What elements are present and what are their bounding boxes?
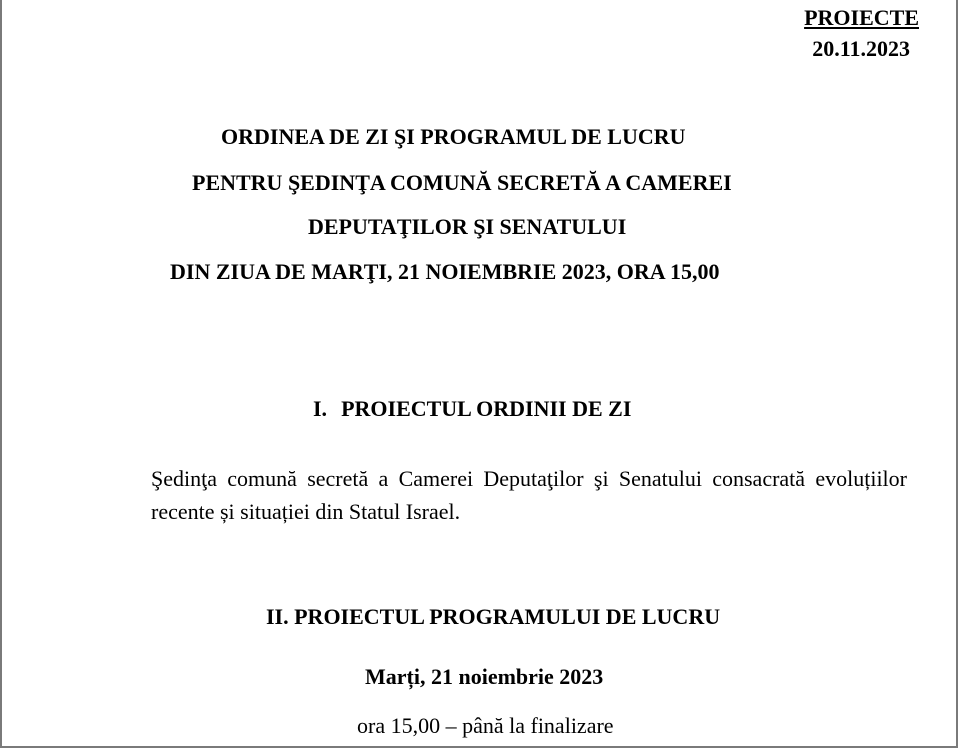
title-line-3: DEPUTAŢILOR ŞI SENATULUI (308, 214, 627, 239)
session-hours: ora 15,00 – până la finalizare (357, 713, 614, 738)
agenda-item-text: Şedinţa comună secretă a Camerei Deputaţilor şi Senatului consacrată evoluțiilor recente și situației din Statul Israel. (151, 466, 907, 524)
draft-stamp-date: 20.11.2023 (812, 36, 910, 61)
draft-stamp-label: PROIECTE (804, 5, 919, 30)
session-day: Marți, 21 noiembrie 2023 (365, 664, 604, 689)
title-line-2: PENTRU ŞEDINŢA COMUNĂ SECRETĂ A CAMEREI (192, 170, 732, 195)
section-two-heading: II. PROIECTUL PROGRAMULUI DE LUCRU (266, 604, 721, 629)
section-one-title: PROIECTUL ORDINII DE ZI (341, 396, 632, 421)
section-one-heading (313, 396, 631, 422)
title-line-4: DIN ZIUA DE MARŢI, 21 NOIEMBRIE 2023, ORA 15,00 (170, 259, 720, 284)
title-line-1: ORDINEA DE ZI ŞI PROGRAMUL DE LUCRU (221, 124, 686, 149)
section-one-number: I. (313, 396, 328, 421)
